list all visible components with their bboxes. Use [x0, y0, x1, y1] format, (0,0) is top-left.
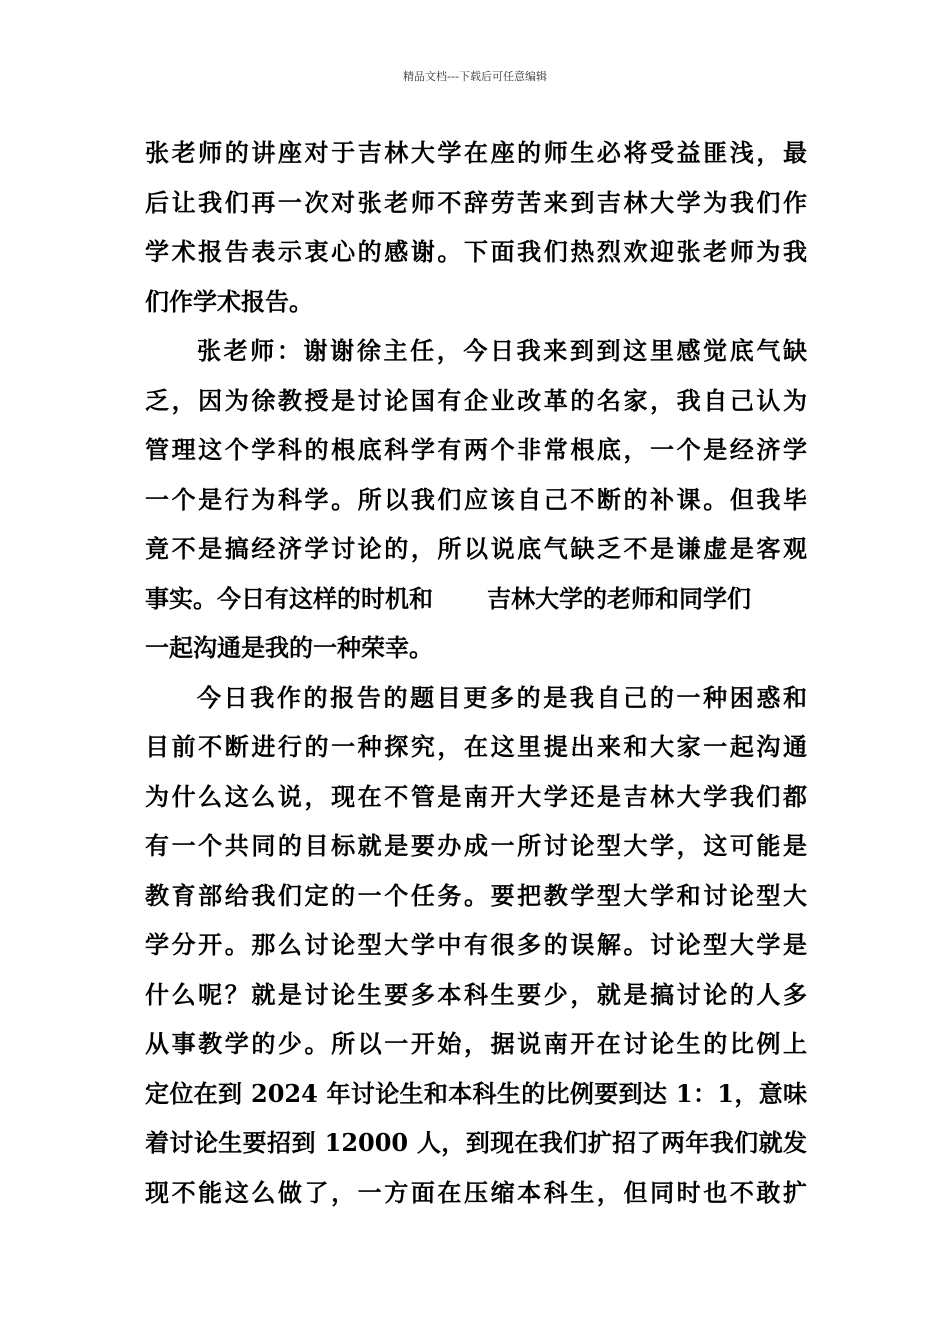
- page-header: 精品文档---下载后可任意编辑: [403, 70, 547, 83]
- text-line: 从事教学的少。所以一开始，据说南开在讨论生的比例上: [145, 1029, 807, 1058]
- text-line: 定位在到 2024 年讨论生和本科生的比例要到达 1：1，意味: [145, 1078, 807, 1108]
- document-body: [145, 128, 807, 1217]
- text-line: 目前不断进行的一种探究，在这里提出来和大家一起沟通: [145, 732, 807, 761]
- text-line-left: 事实。今日有这样的时机和: [145, 583, 433, 613]
- text-line: 张老师：谢谢徐主任，今日我来到到这里感觉底气缺: [197, 336, 807, 365]
- text-line: 张老师的讲座对于吉林大学在座的师生必将受益匪浅，最: [145, 138, 807, 167]
- text-line: 什么呢？就是讨论生要多本科生要少，就是搞讨论的人多: [145, 979, 807, 1009]
- text-line: 学术报告表示衷心的感谢。下面我们热烈欢迎张老师为我: [145, 237, 807, 266]
- text-line: 今日我作的报告的题目更多的是我自己的一种困惑和: [197, 682, 807, 712]
- text-line: 现不能这么做了，一方面在压缩本科生，但同时也不敢扩: [145, 1177, 807, 1207]
- text-line: 学分开。那么讨论型大学中有很多的误解。讨论型大学是: [145, 930, 807, 959]
- text-line: 竟不是搞经济学讨论的，所以说底气缺乏不是谦虚是客观: [145, 534, 807, 563]
- text-line: 一起沟通是我的一种荣幸。: [145, 633, 433, 662]
- text-line: 管理这个学科的根底科学有两个非常根底，一个是经济学: [145, 435, 807, 464]
- text-line: 后让我们再一次对张老师不辞劳苦来到吉林大学为我们作: [145, 187, 807, 217]
- text-line: 乏，因为徐教授是讨论国有企业改革的名家，我自己认为: [145, 385, 807, 415]
- text-line-right: 吉林大学的老师和同学们: [487, 583, 751, 613]
- text-line: 一个是行为科学。所以我们应该自己不断的补课。但我毕: [145, 484, 807, 514]
- paragraph: [145, 326, 807, 673]
- text-line: 着讨论生要招到 12000 人，到现在我们扩招了两年我们就发: [145, 1128, 807, 1157]
- paragraph: [145, 673, 807, 1218]
- text-line: 为什么这么说，现在不管是南开大学还是吉林大学我们都: [145, 781, 807, 811]
- text-line: 们作学术报告。: [145, 286, 313, 316]
- paragraph: [145, 128, 807, 326]
- text-line: [145, 574, 807, 624]
- text-line: 教育部给我们定的一个任务。要把教学型大学和讨论型大: [145, 880, 807, 910]
- text-line: 有一个共同的目标就是要办成一所讨论型大学，这可能是: [145, 831, 807, 860]
